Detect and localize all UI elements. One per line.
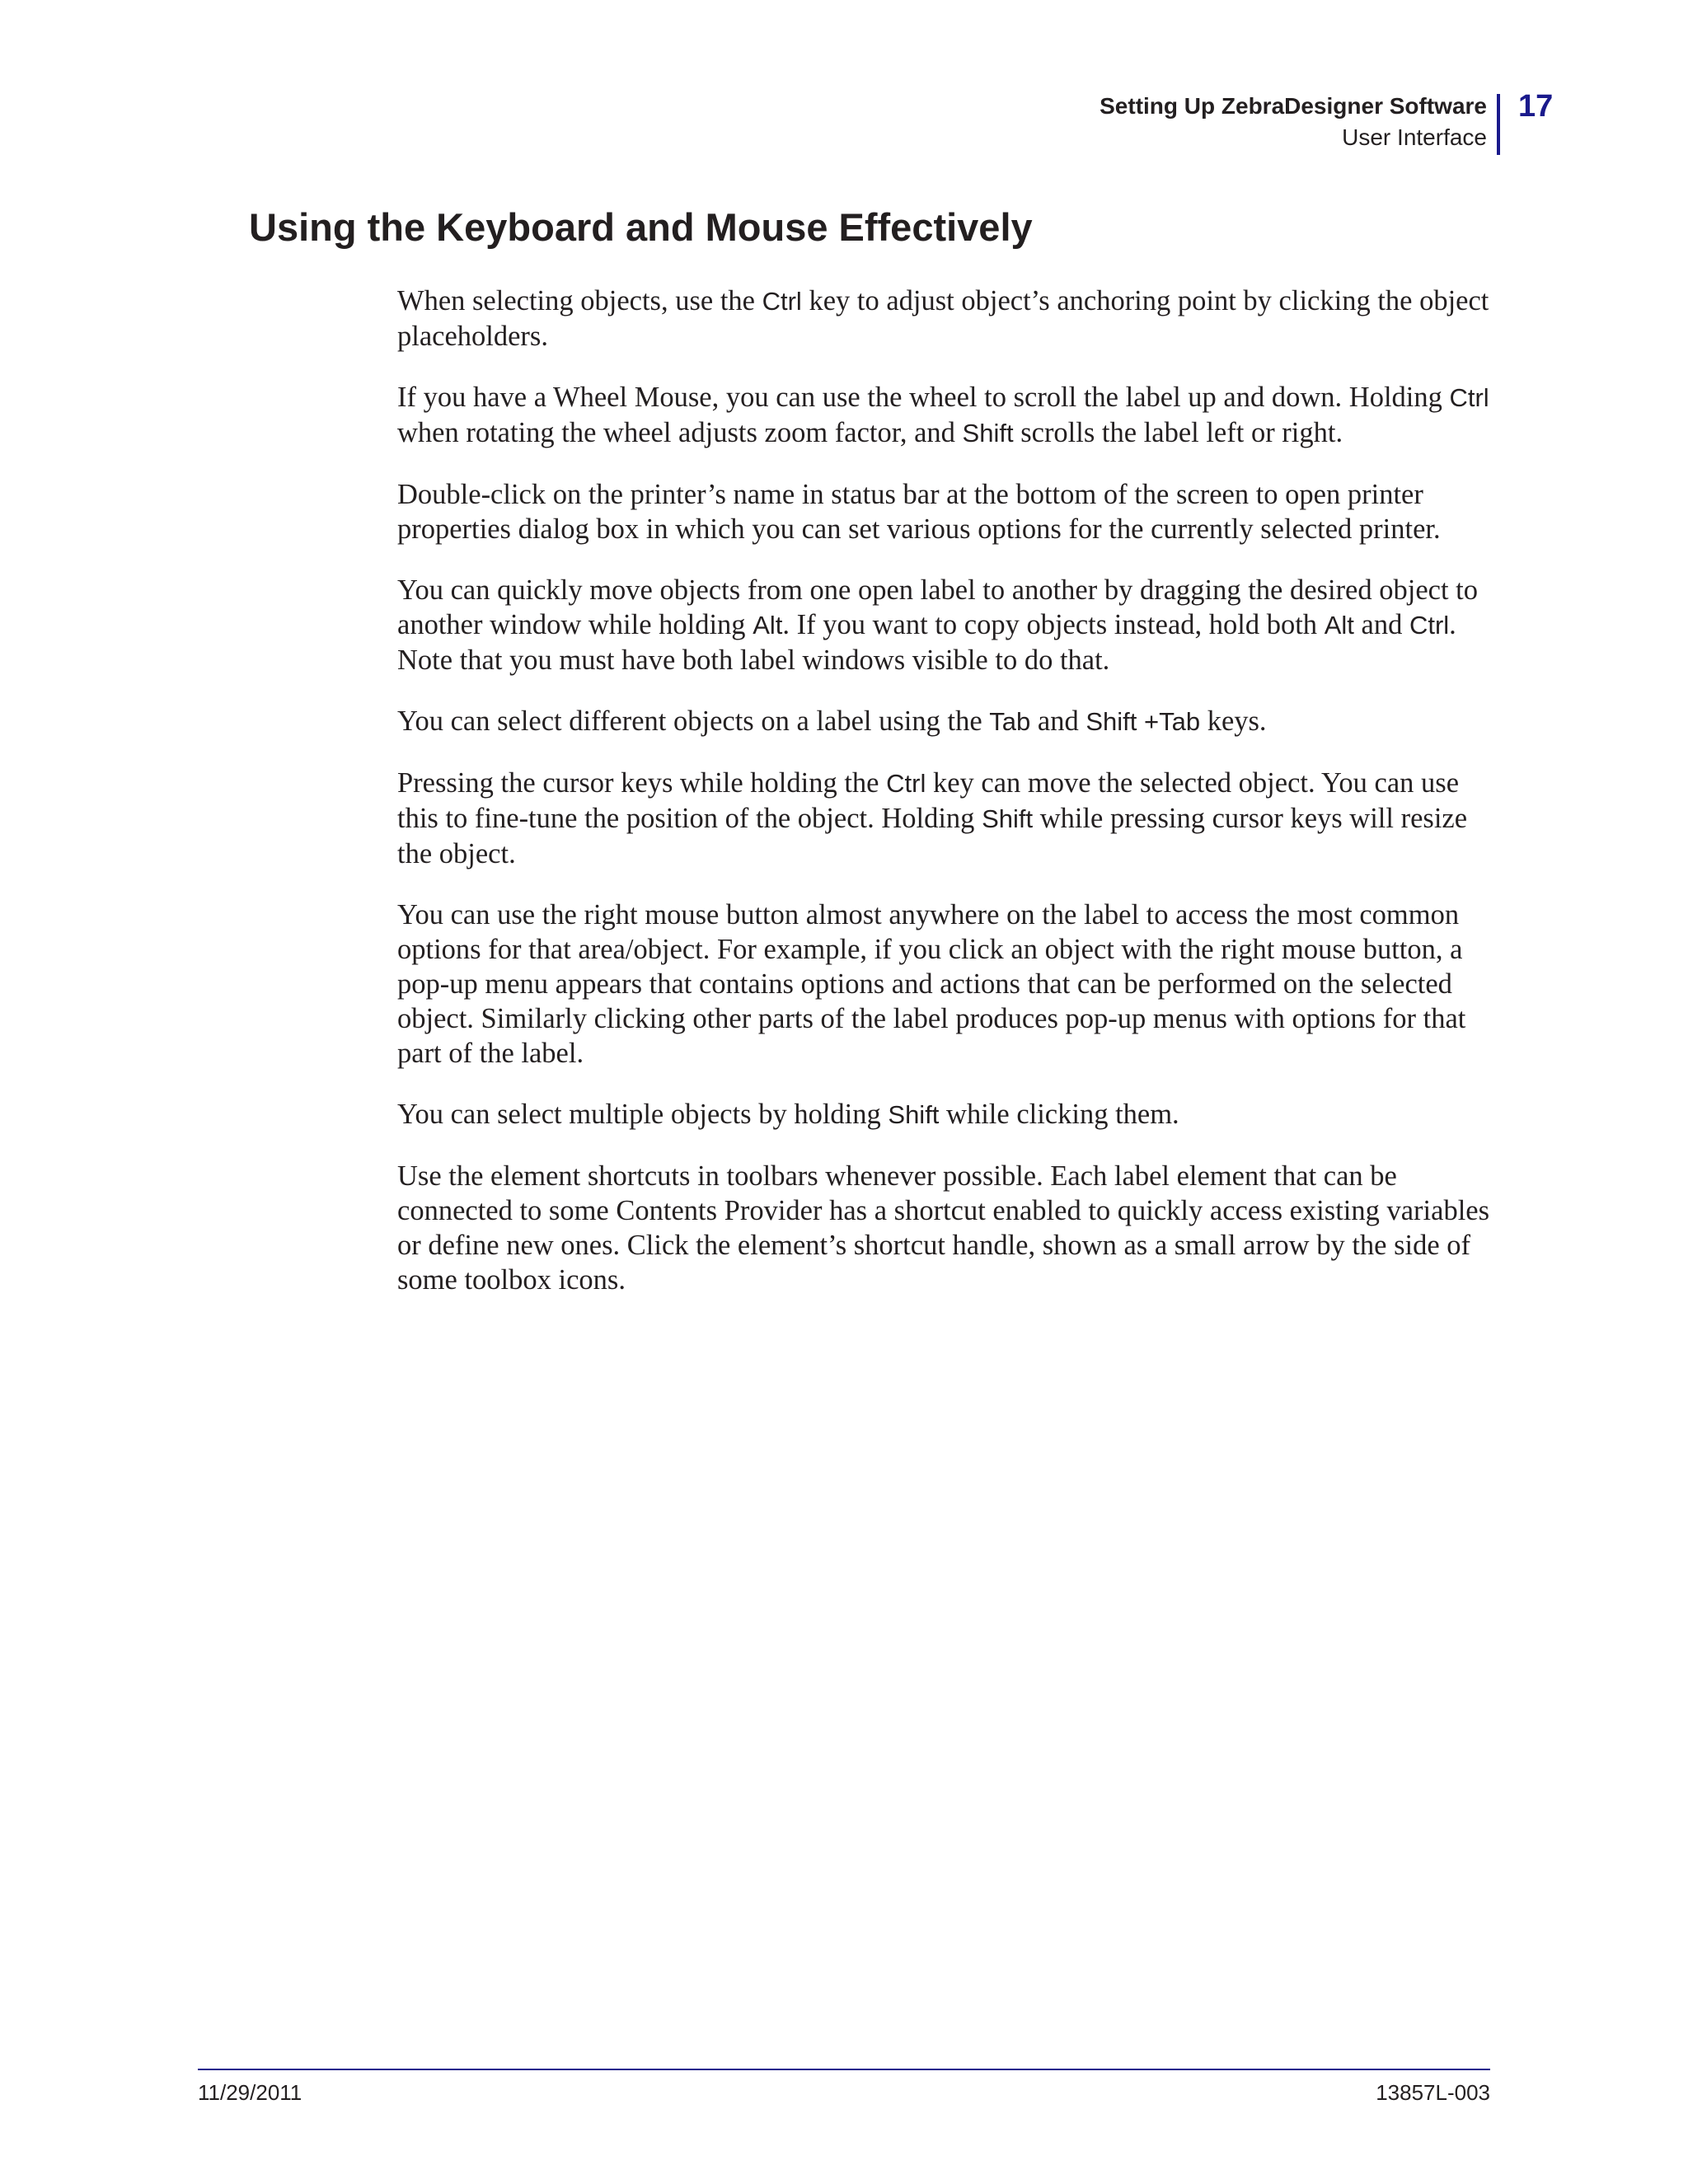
paragraph-text: Use the element shortcuts in toolbars whenever possible. Each label element that can be connected to some Contents Provider has a shortcut enabled to quickly access existing variables or define new ones. Click the element’s shortcut handle, shown as a small arrow by the side of some toolbox icons. <box>397 1160 1490 1296</box>
paragraph-text: You can quickly move objects from one open label to another by dragging the desired object to another window while holding <box>397 574 1478 640</box>
paragraph-text: while clicking them. <box>939 1099 1179 1130</box>
paragraph <box>397 766 1493 871</box>
page-number: 17 <box>1518 89 1554 124</box>
paragraph-text: key to adjust object’s anchoring point by clicking the object placeholders. <box>397 285 1489 352</box>
paragraph <box>397 1159 1493 1297</box>
running-header <box>1100 91 1487 153</box>
key-name: Alt <box>753 611 783 640</box>
paragraph-text: . Note that you must have both label windows visible to do that. <box>397 609 1456 676</box>
paragraph <box>397 573 1493 677</box>
paragraph <box>397 704 1493 739</box>
key-name: Ctrl <box>886 769 926 798</box>
header-section-subtitle: User Interface <box>1342 124 1487 150</box>
paragraph <box>397 284 1493 354</box>
paragraph-text: key can move the selected object. You can use this to fine-tune the position of the object. Holding <box>397 767 1460 834</box>
paragraph-text: . If you want to copy objects instead, hold both <box>782 609 1325 640</box>
paragraph-text: and <box>1030 705 1086 737</box>
paragraph <box>397 1097 1493 1132</box>
paragraph-text: You can use the right mouse button almost anywhere on the label to access the most common options for that area/object. For example, if you click an object with the right mouse button, a pop-up menu appears that contains options and actions that can be performed on the selected object. Similarly clicking other parts of the label produces pop-up menus with options for that part of the label. <box>397 899 1466 1069</box>
paragraph-text: keys. <box>1200 705 1267 737</box>
body-text <box>397 284 1493 1324</box>
key-name: Shift +Tab <box>1085 707 1201 736</box>
header-chapter-title: Setting Up ZebraDesigner Software <box>1100 93 1487 119</box>
key-name: Tab <box>989 707 1031 736</box>
key-name: Shift <box>888 1100 940 1129</box>
key-name: Shift <box>962 419 1014 448</box>
paragraph-text: while pressing cursor keys will resize the object. <box>397 803 1468 869</box>
paragraph-text: You can select multiple objects by holding <box>397 1099 889 1130</box>
footer-document-number: 13857L-003 <box>1376 2080 1490 2105</box>
section-heading: Using the Keyboard and Mouse Effectively <box>249 205 1033 249</box>
key-name: Shift <box>982 804 1034 833</box>
footer-date: 11/29/2011 <box>198 2080 302 2105</box>
paragraph <box>397 898 1493 1071</box>
key-name: Ctrl <box>762 287 802 316</box>
paragraph-text: Pressing the cursor keys while holding the <box>397 767 887 799</box>
key-name: Ctrl <box>1409 611 1450 640</box>
paragraph-text: when rotating the wheel adjusts zoom factor, and <box>397 417 963 448</box>
key-name: Ctrl <box>1449 383 1489 412</box>
paragraph <box>397 477 1493 546</box>
key-name: Alt <box>1324 611 1354 640</box>
paragraph-text: Double-click on the printer’s name in status bar at the bottom of the screen to open printer properties dialog box in which you can set various options for the currently selected printer. <box>397 479 1441 545</box>
paragraph-text: When selecting objects, use the <box>397 285 762 316</box>
paragraph-text: and <box>1353 609 1409 640</box>
paragraph-text: If you have a Wheel Mouse, you can use the wheel to scroll the label up and down. Holding <box>397 382 1450 413</box>
paragraph-text: scrolls the label left or right. <box>1013 417 1343 448</box>
footer-divider <box>198 2069 1490 2070</box>
header-divider <box>1497 94 1500 155</box>
paragraph <box>397 380 1493 451</box>
paragraph-text: You can select different objects on a label using the <box>397 705 990 737</box>
